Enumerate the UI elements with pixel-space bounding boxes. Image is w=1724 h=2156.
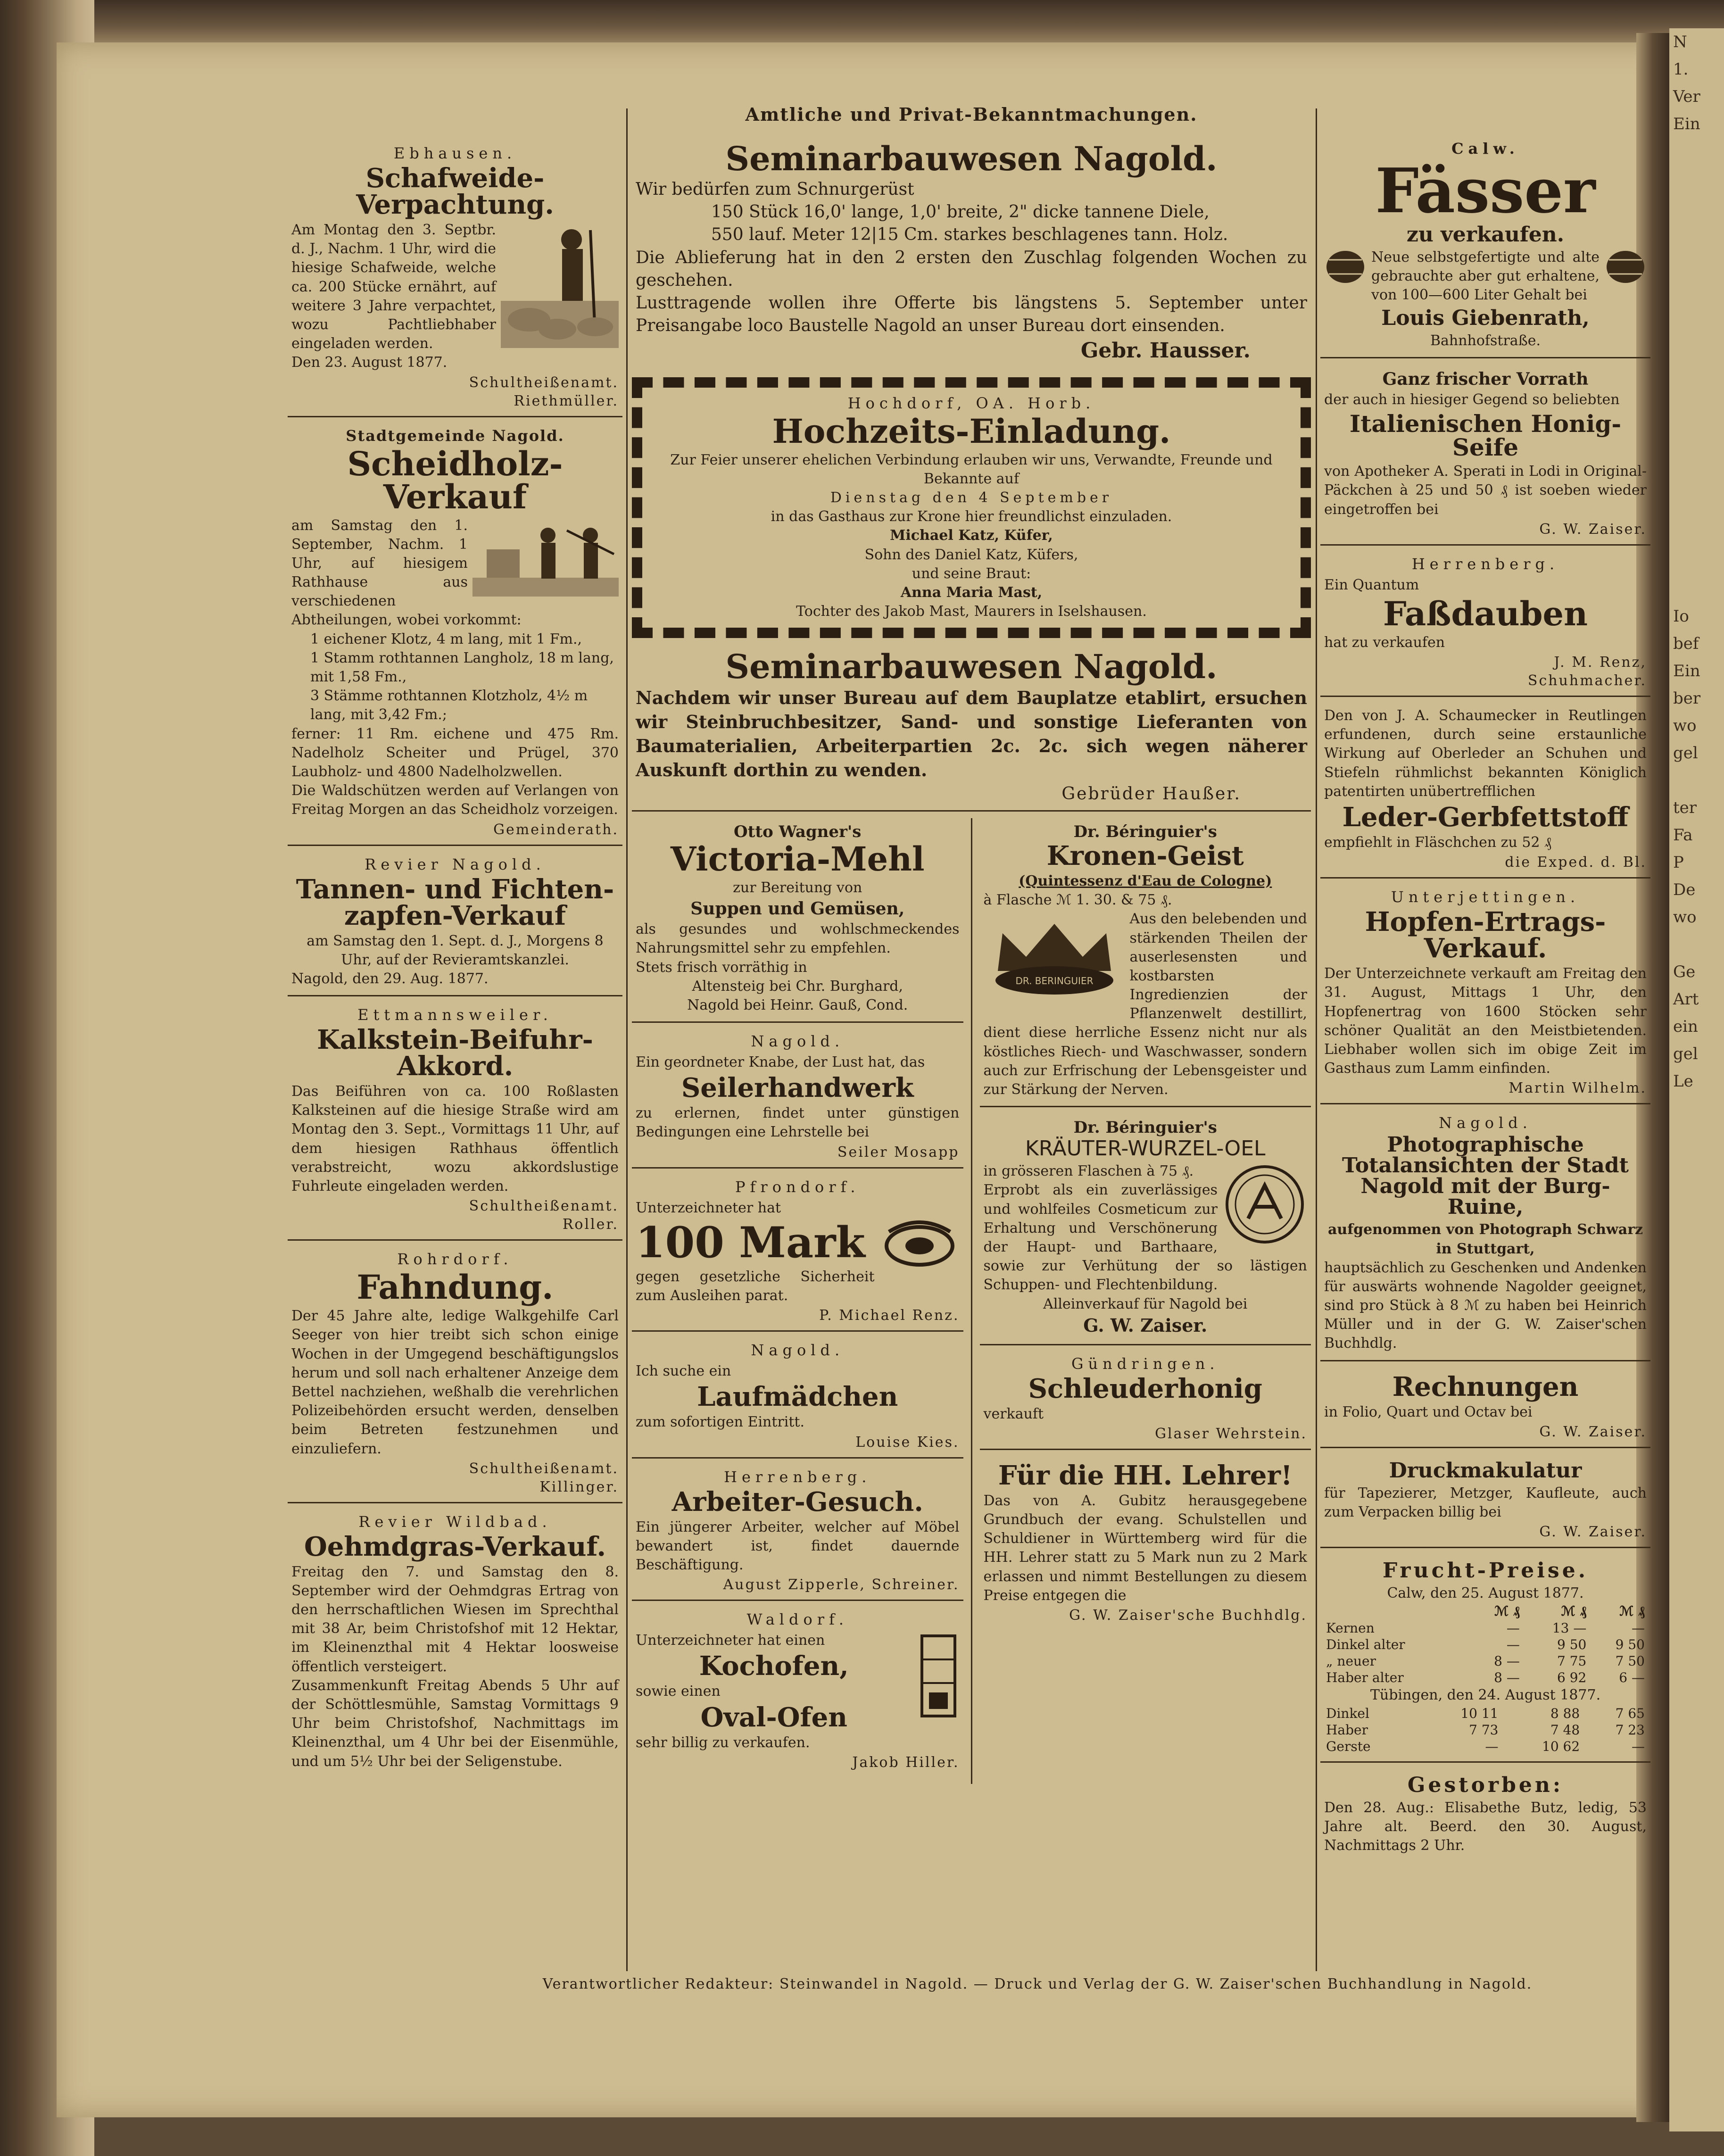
deaths-title: Gestorben: <box>1407 1773 1564 1797</box>
table-cell: Kernen <box>1326 1620 1375 1636</box>
ad-100-mark <box>632 1175 963 1332</box>
facing-page-fragment: ter <box>1673 798 1697 817</box>
wood-item-list <box>291 630 619 725</box>
ad-name: Anna Maria Mast, <box>900 584 1043 601</box>
ad-text: Aus den belebenden und stärkenden Theilen der auserlesensten und kostbarsten Ingredienzien der Pflanzenwelt destillirt, dient diese herrliche Essenz nicht nur als köstliches Riech- und Waschwasser, sondern auch zur Erfrischung der Lebensgeister und zur Stärkung der Nerven. <box>983 911 1307 1098</box>
table-row <box>1324 1738 1647 1755</box>
ad-text: Das Beiführen von ca. 100 Roßlasten Kalksteinen auf die hiesige Straße wird am Montag den 3. Sept., Vormittags 11 Uhr, auf dem hiesigen Rathhaus öffentlich verabstreicht, wozu akkordslustige Fuhrleute eingeladen werden. <box>291 1083 619 1194</box>
ad-subtitle: (Quintessenz d'Eau de Cologne) <box>1019 872 1272 889</box>
ad-text: Ich suche ein <box>636 1363 731 1380</box>
center-subcolumns <box>632 818 1311 1784</box>
subcolumn-rule <box>971 818 972 1784</box>
ad-text: gegen gesetzliche Sicherheit zum Ausleihen parat. <box>636 1268 875 1304</box>
table-cell: — <box>1506 1637 1520 1653</box>
ad-text: Nagold bei Heinr. Gauß, Cond. <box>687 996 908 1013</box>
facing-page-fragment: Le <box>1673 1072 1693 1091</box>
ad-place: Pfrondorf. <box>735 1178 860 1196</box>
table-cell: — <box>1632 1738 1645 1754</box>
ad-signature: P. Michael Renz. <box>819 1307 960 1324</box>
table-cell: 10 11 <box>1460 1705 1499 1721</box>
ad-title: Fässer <box>1375 155 1596 227</box>
prices-table-calw <box>1324 1603 1647 1686</box>
table-header: ℳ ₰ <box>1561 1603 1587 1619</box>
ad-text: Ein jüngerer Arbeiter, welcher auf Möbel bewandert ist, findet dauernde Beschäftigung. <box>636 1518 960 1573</box>
table-cell: 7 75 <box>1557 1653 1587 1669</box>
table-header <box>1324 1603 1470 1620</box>
book-top-edge <box>0 0 1724 45</box>
ad-title: Hochzeits-Einladung. <box>772 411 1171 451</box>
ad-signature: Jakob Hiller. <box>852 1754 960 1771</box>
ad-text: und seine Braut: <box>912 565 1031 582</box>
facing-page-fragment: gel <box>1673 1045 1698 1063</box>
ad-place: Revier Nagold. <box>365 855 546 873</box>
facing-page-fragment: Fa <box>1673 826 1693 845</box>
facing-page-fragment <box>1669 165 1724 192</box>
ad-title: Seminarbauwesen Nagold. <box>725 139 1218 178</box>
barrel-icon <box>1324 248 1367 286</box>
table-cell: Haber <box>1326 1722 1368 1738</box>
ad-signature: G. W. Zaiser. <box>1539 521 1647 538</box>
ad-signature: Seiler Mosapp <box>837 1144 960 1161</box>
crown-icon <box>984 910 1125 1004</box>
facing-page-fragment <box>1669 548 1724 575</box>
ad-wedding-invitation <box>632 377 1311 639</box>
shepherd-illustration-icon <box>501 221 619 348</box>
ad-text: Tochter des Jakob Mast, Maurers in Iselshausen. <box>796 603 1147 620</box>
ad-brand: Dr. Béringuier's <box>1073 1118 1217 1137</box>
ad-title: Für die HH. Lehrer! <box>998 1459 1293 1491</box>
table-row <box>1324 1705 1647 1722</box>
woodcutters-illustration-icon <box>472 516 619 597</box>
ad-kronen-geist <box>980 818 1311 1107</box>
ad-text: Den von J. A. Schaumecker in Reutlingen erfundenen, durch seine erstaunliche Wirkung auf Oberleder an Schuhen und Stiefeln rühmlichst bekannten Königlich patentirten unübertrefflichen <box>1324 707 1647 800</box>
table-cell: Dinkel <box>1326 1705 1369 1721</box>
ad-signature: Schultheißenamt. <box>469 1198 619 1215</box>
ad-signature: Schultheißenamt. <box>469 1460 619 1477</box>
ad-signature: Louise Kies. <box>855 1434 960 1451</box>
ad-text: Zur Feier unserer ehelichen Verbindung erlauben wir uns, Verwandte, Freunde und Bekannte auf <box>670 451 1273 487</box>
facing-page-fragment <box>1669 439 1724 466</box>
ad-place: Nagold. <box>1439 1114 1532 1132</box>
facing-page-fragment <box>1669 357 1724 384</box>
ad-arbeiter-gesuch <box>632 1465 963 1601</box>
center-left-subcolumn <box>632 818 963 1784</box>
ad-place: Stadtgemeinde Nagold. <box>346 426 564 445</box>
ad-signature-title: Schuhmacher. <box>1527 672 1647 689</box>
ad-text: sehr billig zu verkaufen. <box>636 1734 810 1751</box>
barrel-icon <box>1604 248 1647 286</box>
facing-page-fragment <box>1669 384 1724 411</box>
ad-date: Nagold, den 29. Aug. 1877. <box>291 970 489 987</box>
ad-title: Leder-Gerbfettstoff <box>1342 802 1629 833</box>
ad-signature: Gebr. Hausser. <box>1080 338 1251 363</box>
ad-schleuderhonig <box>980 1352 1311 1450</box>
facing-page-fragment <box>1669 575 1724 603</box>
table-cell: — <box>1632 1620 1645 1636</box>
deaths-text: Den 28. Aug.: Elisabethe Butz, ledig, 53 Jahre alt. Beerd. den 30. August, Nachmittags 2 Uhr. <box>1324 1799 1647 1854</box>
facing-page-fragment <box>1669 138 1724 165</box>
ad-brand: Dr. Béringuier's <box>1073 822 1217 841</box>
ad-title: Tannen- und Fichten-zapfen-Verkauf <box>296 873 614 931</box>
ad-place: Nagold. <box>751 1341 845 1360</box>
ad-place: Herrenberg. <box>1411 555 1559 573</box>
ad-subtitle: zu verkaufen. <box>1406 223 1565 247</box>
ad-text: Neue selbstgefertigte und alte gebrauchte aber gut erhaltene, von 100—600 Liter Gehalt bei <box>1371 249 1600 304</box>
ad-signature: Schultheißenamt. <box>469 374 619 391</box>
ad-text: empfiehlt in Fläschchen zu 52 ₰ <box>1324 834 1552 851</box>
table-cell: 7 48 <box>1550 1722 1580 1738</box>
ad-brand: Otto Wagner's <box>734 822 862 841</box>
facing-page-fragment: Ein <box>1673 662 1700 680</box>
table-row <box>1324 1653 1647 1669</box>
ad-subtitle: aufgenommen von Photograph Schwarz in Stuttgart, <box>1327 1221 1643 1257</box>
ad-address: Bahnhofstraße. <box>1430 332 1541 349</box>
table-cell: „ neuer <box>1326 1653 1376 1669</box>
table-cell: Gerste <box>1326 1738 1371 1754</box>
ad-title: Photographische Totalansichten der Stadt Nagold mit der Burg-Ruine, <box>1342 1133 1629 1219</box>
ad-text: Unterzeichneter hat <box>636 1199 781 1216</box>
facing-page-fragment <box>1669 274 1724 302</box>
ad-title: Schafweide-Verpachtung. <box>356 163 554 220</box>
ad-title: Druckmakulatur <box>1389 1458 1582 1483</box>
ad-title: Arbeiter-Gesuch. <box>671 1486 923 1517</box>
ad-signature: G. W. Zaiser. <box>1539 1524 1647 1541</box>
ad-victoria-mehl <box>632 818 963 1023</box>
list-item: 1 Stamm rothtannen Langholz, 18 m lang, mit 1,58 Fm., <box>310 649 614 685</box>
ad-kochofen <box>632 1608 963 1777</box>
facing-page-fragment <box>1669 411 1724 439</box>
facing-page-fragment: Io <box>1673 607 1689 626</box>
ad-scheidholz <box>288 424 622 846</box>
facing-page-fragment: Ver <box>1673 87 1700 106</box>
ad-text: zum sofortigen Eintritt. <box>636 1414 804 1431</box>
facing-page-fragment <box>1669 302 1724 329</box>
monogram-seal-icon <box>1222 1162 1307 1247</box>
ad-signature: J. M. Renz, <box>1554 654 1647 671</box>
facing-page-fragment: Art <box>1673 990 1699 1009</box>
ad-title: Kronen-Geist <box>1046 840 1244 871</box>
ad-text: Wir bedürfen zum Schnurgerüst <box>636 180 914 199</box>
table-cell: Dinkel alter <box>1326 1637 1405 1653</box>
ad-text: Zusammenkunft Freitag Abends 5 Uhr auf der Schöttlesmühle, Samstag Vormittags 9 Uhr beim Christofshof, Nachmittags im Kleinenzthal, um 4 Uhr bei der Eisenmühle, und um 5½ Uhr bei der Seligenstube. <box>291 1677 619 1770</box>
ad-text: 550 lauf. Meter 12|15 Cm. starkes beschlagenes tann. Holz. <box>711 225 1228 245</box>
ad-leder-gerbfettstoff <box>1320 704 1650 879</box>
ad-text: verkauft <box>983 1405 1044 1422</box>
table-cell: 6 92 <box>1557 1670 1587 1686</box>
facing-page-edge <box>1669 28 1724 2131</box>
ad-oehmdgras <box>288 1510 622 1778</box>
ad-amount: 100 Mark <box>636 1217 865 1268</box>
facing-page-fragment: wo <box>1673 716 1697 735</box>
ad-title: Rechnungen <box>1392 1371 1579 1402</box>
table-row <box>1324 1636 1647 1653</box>
column-rule <box>626 108 628 1971</box>
ad-title: Seilerhandwerk <box>681 1072 914 1104</box>
ad-text: Unterzeichneter hat einen <box>636 1632 825 1649</box>
ad-text: Der Unterzeichnete verkauft am Freitag den 31. August, Mittags 1 Uhr, den Hopfenertrag von 1600 Stöcken sehr schöner Qualität an den Meistbietenden. Liebhaber wollen sich im obige Zeit im Gasthaus zum Lamm einfinden. <box>1324 965 1647 1077</box>
ad-fahndung <box>288 1247 622 1503</box>
table-cell: Haber alter <box>1326 1670 1404 1686</box>
ad-druckmakulatur <box>1320 1455 1650 1548</box>
table-row <box>1324 1722 1647 1738</box>
facing-page-fragment <box>1669 220 1724 247</box>
ad-text: Ganz frischer Vorrath <box>1382 369 1589 389</box>
ad-signature: G. W. Zaiser. <box>1539 1423 1647 1440</box>
ad-place: Waldorf. <box>746 1610 848 1629</box>
ad-place: Calw. <box>1451 140 1519 158</box>
facing-page-fragment: 1. <box>1673 60 1689 79</box>
ad-text: hat zu verkaufen <box>1324 634 1445 651</box>
imprint-footer: Verantwortlicher Redakteur: Steinwandel in Nagold. — Druck und Verlag der G. W. Zaiser'schen Buchhandlung in Nagold. <box>542 1976 1533 1992</box>
crown-label: DR. BERINGUIER <box>1015 975 1093 987</box>
ad-signature: Gebrüder Haußer. <box>1061 784 1241 804</box>
ad-zapfen <box>288 853 622 997</box>
table-row <box>1324 1620 1647 1636</box>
facing-page-fragment <box>1669 767 1724 794</box>
ad-fassdauben <box>1320 552 1650 697</box>
ad-text: Freitag den 7. und Samstag den 8. September wird der Oehmdgras Ertrag von den herrschaftlichen Wiesen im Sprechthal mit 38 Ar, beim Christofshof mit 12 Hektar, im Kleinenzthal mit 4 Hektar loosweise öffentlich versteigert. <box>291 1563 619 1675</box>
ad-title: Seminarbauwesen Nagold. <box>725 647 1218 687</box>
facing-page-fragment: De <box>1673 880 1696 899</box>
money-bag-icon <box>879 1218 960 1269</box>
ad-text: Stets frisch vorräthig in <box>636 959 807 976</box>
ad-place: Ebhausen. <box>393 144 517 162</box>
ad-title: Italienischen Honig-Seife <box>1349 410 1622 462</box>
facing-page-fragment: P <box>1673 853 1684 872</box>
facing-page-fragment: gel <box>1673 744 1698 763</box>
ad-kalkstein <box>288 1003 622 1241</box>
ad-text: Die Waldschützen werden auf Verlangen von Freitag Morgen an das Scheidholz vorzeigen. <box>291 782 619 818</box>
ad-title: KRÄUTER-WURZEL-OEL <box>1025 1136 1266 1161</box>
ad-fuer-lehrer <box>980 1457 1311 1630</box>
table-cell: 7 50 <box>1615 1653 1645 1669</box>
facing-page-fragment: wo <box>1673 908 1697 927</box>
ad-text: von Apotheker A. Sperati in Lodi in Original-Päckchen à 25 und 50 ₰ ist soeben wieder eingetroffen bei <box>1324 463 1647 518</box>
ad-title: Oehmdgras-Verkauf. <box>304 1531 606 1562</box>
column-rule <box>1316 108 1317 1971</box>
ad-place: Herrenberg. <box>724 1468 871 1486</box>
facing-page-fragment <box>1669 192 1724 220</box>
prices-date: Tübingen, den 24. August 1877. <box>1370 1687 1601 1704</box>
table-cell: 9 50 <box>1615 1637 1645 1653</box>
facing-page-fragment: N <box>1673 33 1687 51</box>
table-cell: 8 88 <box>1550 1705 1580 1721</box>
ad-price: à Flasche ℳ 1. 30. & 75 ₰. <box>983 892 1172 909</box>
ad-text: der auch in hiesiger Gegend so beliebten <box>1324 391 1620 408</box>
center-right-subcolumn <box>980 818 1311 1784</box>
column-center <box>632 137 1311 1784</box>
ad-title: Fahndung. <box>356 1268 554 1307</box>
column-left <box>288 141 622 1784</box>
ad-text: am Samstag den 1. Sept. d. J., Morgens 8 Uhr, auf der Revieramtskanzlei. <box>307 932 604 968</box>
table-header-row <box>1324 1603 1647 1620</box>
ad-name: Michael Katz, Küfer, <box>890 527 1053 544</box>
ad-text: Altensteig bei Chr. Burghard, <box>692 978 903 995</box>
table-cell: — <box>1485 1738 1499 1754</box>
ad-date: Den 23. August 1877. <box>291 354 448 371</box>
ad-text: in grösseren Flaschen à 75 ₰. <box>983 1163 1194 1180</box>
ad-text: hauptsächlich zu Geschenken und Andenken für auswärts wohnende Nagolder geeignet, sind pro Stück à 8 ℳ zu haben bei Heinrich Müller und in der G. W. Zaiser'schen Buchhdlg. <box>1324 1259 1647 1352</box>
facing-page-fragment: Ge <box>1673 962 1696 981</box>
ad-place: Nagold. <box>751 1032 845 1051</box>
ad-title: Laufmädchen <box>697 1381 898 1413</box>
ad-subtitle: Suppen und Gemüsen, <box>690 899 905 919</box>
prices-table-tuebingen <box>1324 1705 1647 1755</box>
ad-signature-name: Killinger. <box>539 1478 619 1495</box>
ad-seminar-1 <box>632 137 1311 371</box>
ad-faesser <box>1320 137 1650 358</box>
ad-signature: Glaser Wehrstein. <box>1155 1425 1307 1442</box>
ad-signature: August Zipperle, Schreiner. <box>723 1576 960 1593</box>
ad-rechnungen <box>1320 1368 1650 1448</box>
table-cell: 13 — <box>1552 1620 1587 1636</box>
table-cell: 10 62 <box>1542 1738 1580 1754</box>
ad-title: Kochofen, <box>699 1650 849 1682</box>
ad-honig-seife <box>1320 365 1650 546</box>
ad-signature-name: Roller. <box>562 1216 619 1233</box>
ad-text: als gesundes und wohlschmeckendes Nahrungsmittel sehr zu empfehlen. <box>636 921 960 957</box>
facing-page-fragment <box>1669 931 1724 958</box>
table-cell: 7 23 <box>1615 1722 1645 1738</box>
ad-title: Schleuderhonig <box>1028 1373 1262 1404</box>
ad-text: Die Ablieferung hat in den 2 ersten den Zuschlag folgenden Wochen zu geschehen. <box>636 248 1307 290</box>
ad-signature: Martin Wilhelm. <box>1508 1080 1647 1097</box>
ad-text: zur Bereitung von <box>733 879 862 896</box>
ad-title: Faßdauben <box>1383 594 1588 633</box>
ad-place: Revier Wildbad. <box>358 1512 552 1531</box>
ad-text: für Tapezierer, Metzger, Kaufleute, auch zum Verpacken billig bei <box>1324 1484 1647 1521</box>
ad-kraeuter-oel <box>980 1114 1311 1345</box>
ad-text: Ein Quantum <box>1324 576 1419 593</box>
facing-page-fragment: ein <box>1673 1017 1698 1036</box>
ad-signature-name: Riethmüller. <box>514 392 619 409</box>
ad-text: Alleinverkauf für Nagold bei <box>1043 1295 1248 1312</box>
ad-place: Ettmannsweiler. <box>357 1006 553 1024</box>
ad-text: Am Montag den 3. Septbr. d. J., Nachm. 1 Uhr, wird die hiesige Schafweide, welche ca. 200 Stücke ernährt, auf weitere 3 Jahre verpachtet, wozu Pachtliebhaber eingeladen werden. <box>291 222 496 352</box>
ad-text: Sohn des Daniel Katz, Küfers, <box>864 546 1078 563</box>
prices-title: Frucht-Preise. <box>1382 1559 1589 1583</box>
ad-text: Erprobt als ein zuverlässiges und wohlfeiles Cosmeticum zur Erhaltung und Verschönerung der Haupt- und Barthaare, sowie zur Verhütung der so lästigen Schuppen- und Flechtenbildung. <box>983 1182 1307 1294</box>
ad-name: Louis Giebenrath, <box>1381 306 1590 330</box>
ad-seminar-2 <box>632 645 1311 812</box>
prices-date: Calw, den 25. August 1877. <box>1387 1585 1584 1602</box>
ad-place: Unterjettingen. <box>1391 888 1580 906</box>
ad-date: Dienstag den 4 September <box>830 489 1113 506</box>
facing-page-fragment <box>1669 329 1724 357</box>
deaths-notice <box>1320 1769 1650 1862</box>
ad-title: Hopfen-Ertrags-Verkauf. <box>1365 906 1606 964</box>
fruit-prices <box>1320 1555 1650 1762</box>
list-item: 1 eichener Klotz, 4 m lang, mit 1 Fm., <box>310 630 582 647</box>
ad-laufmaedchen <box>632 1338 963 1458</box>
ad-text: zu erlernen, findet unter günstigen Bedingungen eine Lehrstelle bei <box>636 1105 960 1141</box>
section-masthead: Amtliche und Privat-Bekanntmachungen. <box>745 104 1198 125</box>
table-cell: 8 — <box>1494 1670 1520 1686</box>
table-header: ℳ ₰ <box>1494 1603 1520 1619</box>
table-cell: 7 65 <box>1615 1705 1645 1721</box>
ad-text: in das Gasthaus zur Krone hier freundlichst einzuladen. <box>771 508 1172 525</box>
ad-place: Rohrdorf. <box>397 1250 513 1269</box>
ad-seilerhandwerk <box>632 1029 963 1169</box>
table-cell: 6 — <box>1619 1670 1645 1686</box>
ad-signature: G. W. Zaiser. <box>1083 1314 1208 1336</box>
ad-text: ferner: 11 Rm. eichene und 475 Rm. Nadelholz Scheiter und Prügel, 370 Laubholz- und 4800 Nadelholzwellen. <box>291 725 619 780</box>
ad-text: in Folio, Quart und Octav bei <box>1324 1403 1533 1420</box>
facing-page-fragment <box>1669 493 1724 521</box>
ad-schafweide <box>288 141 622 417</box>
ad-text: Nachdem wir unser Bureau auf dem Bauplatze etablirt, ersuchen wir Steinbruchbesitzer, Sand- und sonstige Lieferanten von Baumaterialien, Arbeiterpartien 2c. 2c. sich wegen näherer Auskunft dorthin zu wenden. <box>636 687 1307 781</box>
ad-text: am Samstag den 1. September, Nachm. 1 Uhr, auf hiesigem Rathhause aus verschiedenen Abtheilungen, wobei vorkommt: <box>291 517 522 629</box>
ad-title: Victoria-Mehl <box>670 839 925 879</box>
table-cell: 8 — <box>1494 1653 1520 1669</box>
ad-title: Scheidholz-Verkauf <box>347 444 563 516</box>
ad-place: Gündringen. <box>1071 1354 1219 1373</box>
stove-icon <box>917 1631 960 1725</box>
ad-signature: Gemeinderath. <box>493 821 619 838</box>
ad-text: Lusttragende wollen ihre Offerte bis längstens 5. September unter Preisangabe loco Baustelle Nagold an unser Bureau dort einsenden. <box>636 293 1307 336</box>
ad-text: Ein geordneter Knabe, der Lust hat, das <box>636 1054 925 1071</box>
ad-title: Oval-Ofen <box>700 1701 847 1733</box>
ad-signature: G. W. Zaiser'sche Buchhdlg. <box>1069 1607 1307 1624</box>
ad-title: Kalkstein-Beifuhr-Akkord. <box>317 1024 593 1082</box>
table-cell: 7 73 <box>1469 1722 1499 1738</box>
ad-text: Der 45 Jahre alte, ledige Walkgehilfe Carl Seeger von hier treibt sich schon einige Wochen in der Umgegend beschäftigungslos herum und soll nach erhaltener Anzeige dem Bettel nachziehen, weßhalb die verehrlichen Polizeibehörden ersucht werden, denselben beim Betreten festzunehmen und einzuliefern. <box>291 1308 619 1457</box>
facing-page-fragment <box>1669 521 1724 548</box>
table-header: ℳ ₰ <box>1619 1603 1645 1619</box>
ad-text: 150 Stück 16,0' lange, 1,0' breite, 2" dicke tannene Diele, <box>711 202 1210 222</box>
list-item: 3 Stämme rothtannen Klotzholz, 4½ m lang, mit 3,42 Fm.; <box>310 688 588 723</box>
facing-page-fragment <box>1669 247 1724 274</box>
ad-text: Das von A. Gubitz herausgegebene Grundbuch der evang. Schulstellen und Schuldiener in Württemberg wird für die HH. Lehrer statt zu 5 Mark nun zu 2 Mark erlassen und nimmt Bestellungen zu diesem Preise entgegen die <box>983 1492 1307 1604</box>
ad-photographie <box>1320 1111 1650 1361</box>
facing-page-fragment <box>1669 466 1724 493</box>
ad-place: Hochdorf, OA. Horb. <box>847 394 1095 412</box>
facing-page-fragment: bef <box>1673 634 1699 653</box>
ad-hopfen <box>1320 885 1650 1104</box>
ad-text: sowie einen <box>636 1683 721 1700</box>
facing-page-fragment: ber <box>1673 689 1701 708</box>
column-right <box>1320 137 1650 1868</box>
table-cell: 9 50 <box>1557 1637 1587 1653</box>
table-row <box>1324 1669 1647 1686</box>
ad-signature: die Exped. d. Bl. <box>1505 854 1647 871</box>
facing-page-fragment: Ein <box>1673 115 1700 133</box>
table-cell: — <box>1506 1620 1520 1636</box>
